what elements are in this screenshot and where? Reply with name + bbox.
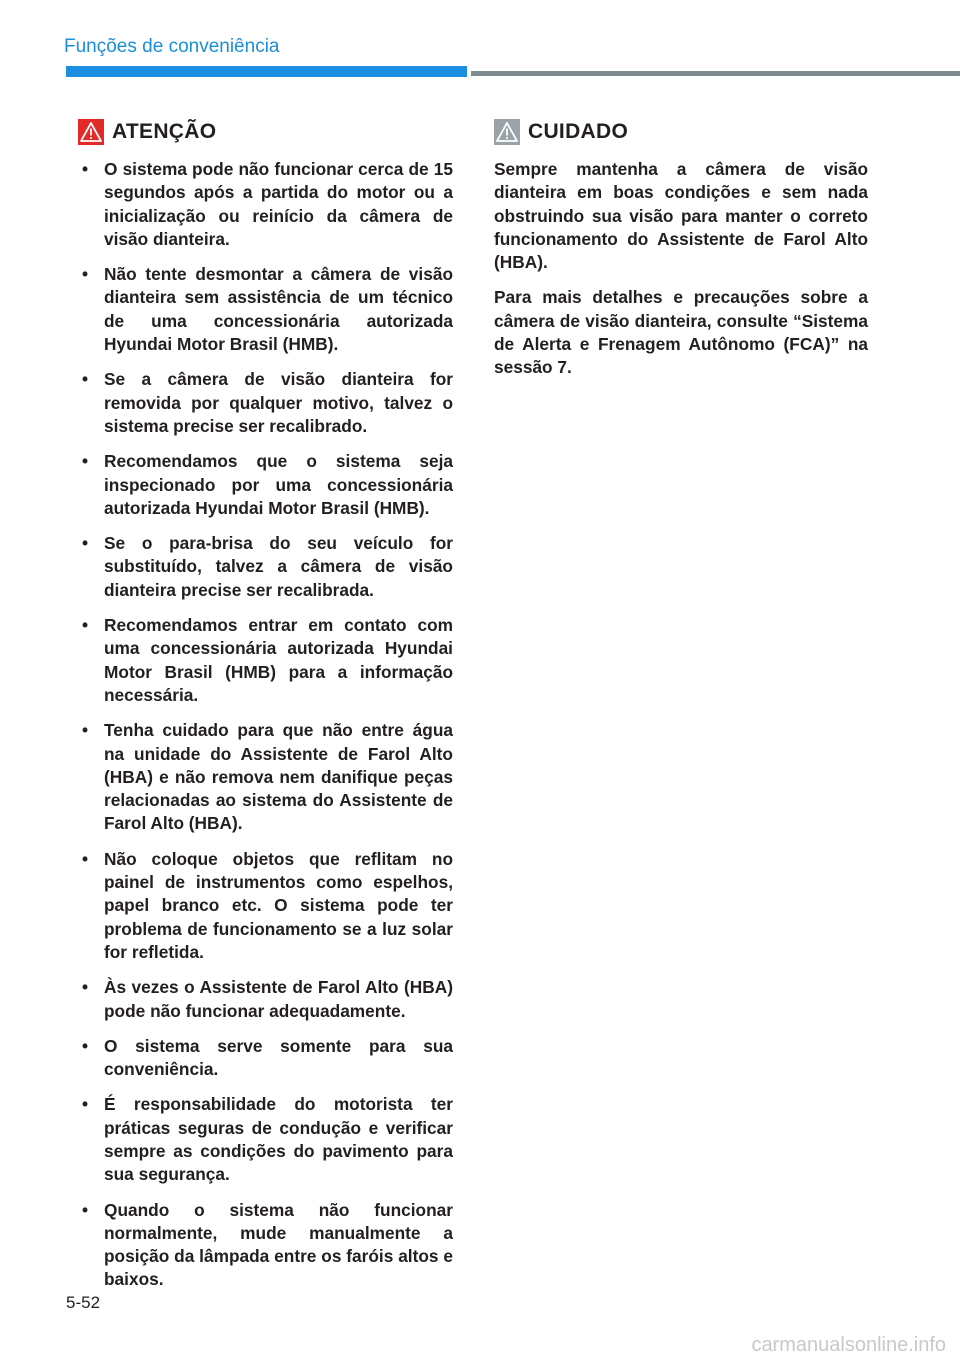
caution-heading [494,115,868,149]
attention-item: • Recomendamos que o sistema seja inspecionado por uma concessionária autorizada Hyundai Motor Brasil (HMB). [78,450,453,520]
caution-title: CUIDADO [528,120,629,144]
attention-item: • Não coloque objetos que reflitam no painel de instrumentos como espelhos, papel branco etc. O sistema pode ter problema de funcionamento se a luz solar for refletida. [78,848,453,964]
attention-title: ATENÇÃO [112,120,217,144]
warning-triangle-icon [78,119,104,145]
attention-item: • Quando o sistema não funcionar normalmente, mude manualmente a posição da lâmpada entre os faróis altos e baixos. [78,1199,453,1292]
header-accent-bar [66,66,467,77]
attention-list [78,158,453,1292]
caution-paragraph: Para mais detalhes e precauções sobre a câmera de visão dianteira, consulte “Sistema de Alerta e Frenagem Autônomo (FCA)” na sessão 7. [494,287,868,378]
attention-item: • Tenha cuidado para que não entre água na unidade do Assistente de Farol Alto (HBA) e não remova nem danifique peças relacionadas ao sistema do Assistente de Farol Alto (HBA). [78,719,453,835]
header-divider-bar [471,71,960,76]
attention-column [78,115,453,1304]
caution-column [494,115,868,392]
caution-paragraph: Sempre mantenha a câmera de visão dianteira em boas condições e sem nada obstruindo sua visão para manter o correto funcionamento do Assistente de Farol Alto (HBA). [494,159,868,273]
attention-heading [78,115,453,149]
attention-item: • Se a câmera de visão dianteira for removida por qualquer motivo, talvez o sistema precise ser recalibrado. [78,368,453,438]
section-title: Funções de conveniência [64,36,280,57]
page-number: 5-52 [66,1293,101,1312]
attention-item: • O sistema serve somente para sua conveniência. [78,1035,453,1082]
caution-triangle-icon [494,119,520,145]
watermark: carmanualsonline.info [751,1334,946,1356]
attention-item: • É responsabilidade do motorista ter práticas seguras de condução e verificar sempre as condições do pavimento para sua segurança. [78,1093,453,1186]
attention-item: • O sistema pode não funcionar cerca de 15 segundos após a partida do motor ou a inicialização ou reinício da câmera de visão dianteira. [78,158,453,251]
attention-item: • Se o para-brisa do seu veículo for substituído, talvez a câmera de visão dianteira precise ser recalibrada. [78,532,453,602]
attention-item: • Às vezes o Assistente de Farol Alto (HBA) pode não funcionar adequadamente. [78,976,453,1023]
attention-item: • Não tente desmontar a câmera de visão dianteira sem assistência de um técnico de uma concessionária autorizada Hyundai Motor Brasil (HMB). [78,263,453,356]
attention-item: • Recomendamos entrar em contato com uma concessionária autorizada Hyundai Motor Brasil (HMB) para a informação necessária. [78,614,453,707]
